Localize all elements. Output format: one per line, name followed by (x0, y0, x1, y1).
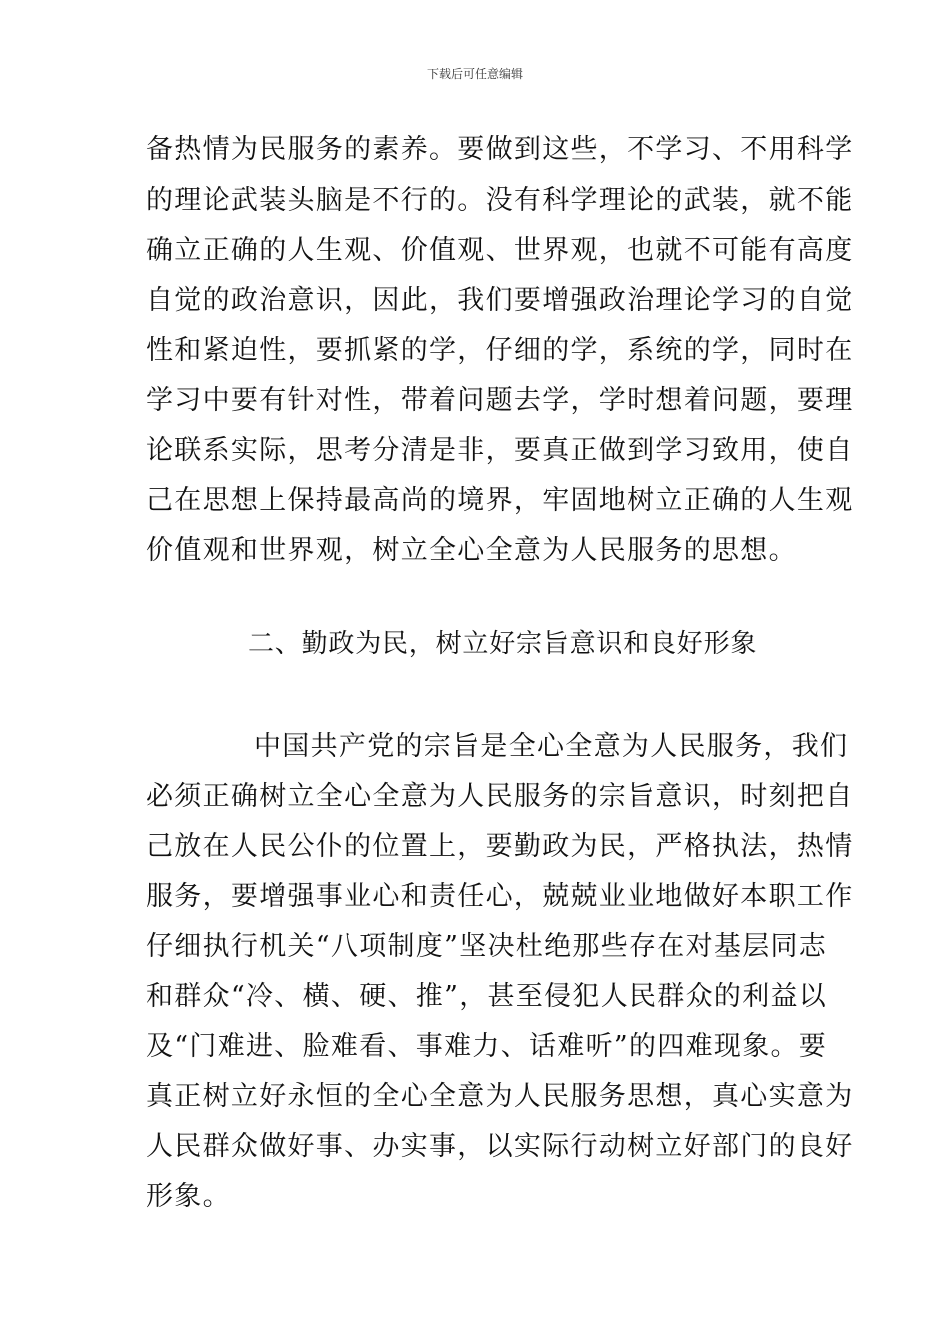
paragraph-2-line: 真正树立好永恒的全心全意为人民服务思想，真心实意为 (146, 1081, 854, 1112)
paragraph-1-line: 性和紧迫性，要抓紧的学，仔细的学，系统的学，同时在 (146, 335, 854, 366)
section-heading: 二、勤政为民，树立好宗旨意识和良好形象 (248, 629, 758, 659)
paragraph-1-line: 己在思想上保持最高尚的境界，牢固地树立正确的人生观 (146, 485, 854, 516)
paragraph-2-line: 形象。 (146, 1181, 231, 1212)
paragraph-2-line: 必须正确树立全心全意为人民服务的宗旨意识，时刻把自 (146, 781, 854, 812)
paragraph-2-line: 中国共产党的宗旨是全心全意为人民服务，我们 (254, 731, 849, 762)
paragraph-2-line: 己放在人民公仆的位置上，要勤政为民，严格执法，热情 (146, 831, 854, 862)
paragraph-2-line: 及“门难进、脸难看、事难力、话难听”的四难现象。要 (146, 1031, 828, 1062)
page-header-note: 下载后可任意编辑 (426, 67, 523, 81)
paragraph-1-line: 自觉的政治意识，因此，我们要增强政治理论学习的自觉 (146, 285, 854, 316)
paragraph-1-line: 确立正确的人生观、价值观、世界观，也就不可能有高度 (146, 235, 854, 266)
paragraph-1-line: 的理论武装头脑是不行的。没有科学理论的武装，就不能 (146, 185, 854, 216)
paragraph-1-line: 学习中要有针对性，带着问题去学，学时想着问题，要理 (146, 385, 854, 416)
paragraph-2-line: 服务，要增强事业心和责任心，兢兢业业地做好本职工作 (146, 881, 854, 912)
paragraph-1-line: 论联系实际，思考分清是非，要真正做到学习致用，使自 (146, 435, 854, 466)
paragraph-1-line: 备热情为民服务的素养。要做到这些，不学习、不用科学 (146, 134, 854, 165)
paragraph-2-line: 和群众“冷、横、硬、推”，甚至侵犯人民群众的利益以 (146, 981, 828, 1012)
paragraph-2-line: 人民群众做好事、办实事，以实际行动树立好部门的良好 (146, 1131, 854, 1162)
paragraph-1-line: 价值观和世界观，树立全心全意为人民服务的思想。 (146, 535, 797, 566)
paragraph-2-line: 仔细执行机关“八项制度”坚决杜绝那些存在对基层同志 (146, 931, 828, 962)
